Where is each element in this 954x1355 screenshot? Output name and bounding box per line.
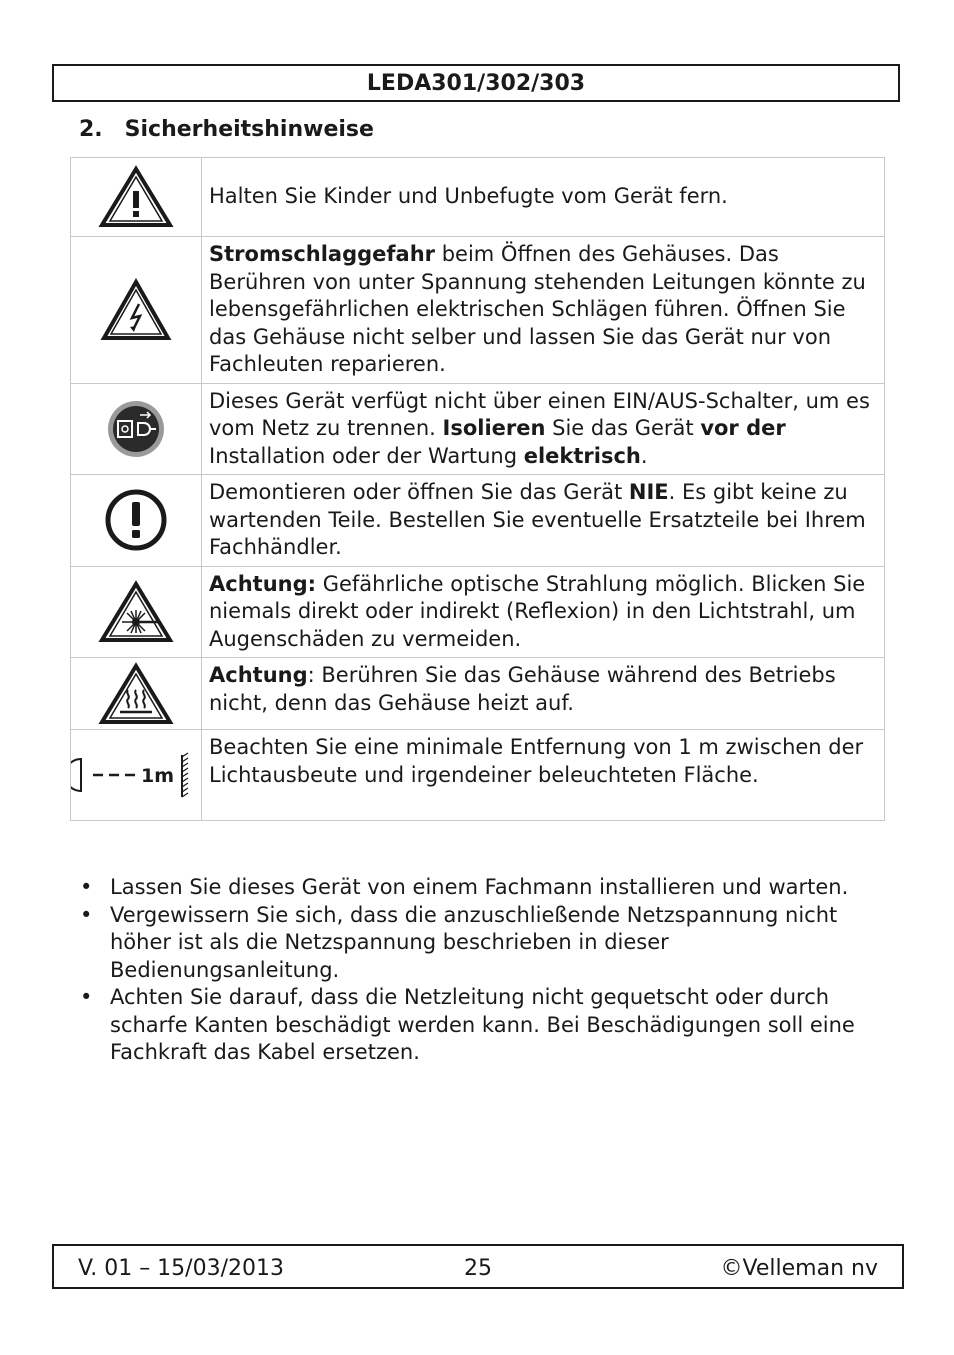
safety-text-run: Dieses Gerät verfügt nicht über einen EIN/AUS-Schalter, um es vom Netz zu trennen. — [209, 388, 870, 440]
version-date: V. 01 – 15/03/2013 — [78, 1256, 284, 1281]
safety-bullet-list — [78, 874, 858, 1067]
laser-radiation-icon — [71, 566, 202, 658]
safety-text — [202, 730, 885, 821]
safety-row — [71, 730, 885, 821]
safety-text-bold: Achtung: — [209, 571, 317, 596]
safety-text — [202, 658, 885, 730]
safety-text — [202, 383, 885, 475]
safety-row — [71, 658, 885, 730]
safety-text-run: . — [640, 443, 648, 468]
safety-text — [202, 237, 885, 384]
safety-text — [202, 158, 885, 237]
safety-text-run: Beachten Sie eine minimale Entfernung von 1 m zwischen der Lichtausbeute und irgendeiner beleuchteten Fläche. — [209, 735, 864, 787]
page-number: 25 — [464, 1256, 492, 1281]
model-title: LEDA301/302/303 — [366, 71, 586, 96]
warning-triangle-icon — [71, 158, 202, 237]
safety-text-run: Demontieren oder öffnen Sie das Gerät — [209, 480, 629, 504]
safety-row — [71, 237, 885, 384]
safety-text-run: . Es gibt keine zu wartenden Teile. Bestellen Sie eventuelle Ersatzteile bei Ihrem Fachhändler. — [209, 480, 866, 559]
safety-text-run: Gefährliche optische Strahlung möglich. Blicken Sie niemals direkt oder indirekt (Reflexion) in den Lichtstrahl, um Augenschäden zu vermeiden. — [209, 571, 866, 651]
document-footer — [52, 1244, 904, 1289]
safety-text-bold: Isolieren — [442, 416, 546, 440]
safety-text-bold: vor der — [700, 416, 786, 440]
safety-text-run: : Berühren Sie das Gehäuse während des Betriebs nicht, denn das Gehäuse heizt auf. — [209, 663, 836, 715]
disconnect-plug-icon — [71, 383, 202, 475]
safety-text-run: beim Öffnen des Gehäuses. Das Berühren von unter Spannung stehenden Leitungen könnte zu lebensgefährlichen elektrischen Schlägen führen. Öffnen Sie das Gehäuse nicht selber und lassen Sie das Gerät nur von Fachleuten reparieren. — [209, 242, 866, 376]
safety-text-bold: Stromschlaggefahr — [209, 242, 436, 266]
document-header — [52, 64, 900, 102]
section-number: 2. — [79, 117, 103, 142]
safety-text-run: Installation oder der Wartung — [209, 443, 524, 468]
copyright: ©Velleman nv — [720, 1256, 878, 1281]
safety-text-run: Halten Sie Kinder und Unbefugte vom Gerät fern. — [209, 184, 728, 209]
safety-text-bold: Achtung — [209, 663, 308, 687]
section-heading — [79, 117, 374, 142]
hot-surface-icon — [71, 658, 202, 730]
safety-text — [202, 475, 885, 567]
safety-text-bold: elektrisch — [523, 443, 641, 468]
exclamation-circle-icon — [71, 475, 202, 567]
minimum-distance-icon — [71, 730, 202, 821]
list-item: • Lassen Sie dieses Gerät von einem Fachmann installieren und warten. — [78, 874, 858, 902]
safety-row — [71, 475, 885, 567]
safety-text-run: Sie das Gerät — [545, 416, 701, 440]
electric-shock-icon — [71, 237, 202, 384]
safety-table — [70, 157, 885, 821]
safety-row — [71, 383, 885, 475]
safety-text-bold: NIE — [628, 480, 669, 504]
section-title: Sicherheitshinweise — [124, 117, 374, 142]
safety-text — [202, 566, 885, 658]
list-item: • Vergewissern Sie sich, dass die anzuschließende Netzspannung nicht höher ist als die Netzspannung beschrieben in dieser Bedienungsanleitung. — [78, 902, 858, 985]
list-item: • Achten Sie darauf, dass die Netzleitung nicht gequetscht oder durch scharfe Kanten beschädigt werden kann. Bei Beschädigungen soll eine Fachkraft das Kabel ersetzen. — [78, 984, 858, 1067]
safety-row — [71, 158, 885, 237]
distance-label: 1m — [141, 765, 175, 787]
safety-row — [71, 566, 885, 658]
